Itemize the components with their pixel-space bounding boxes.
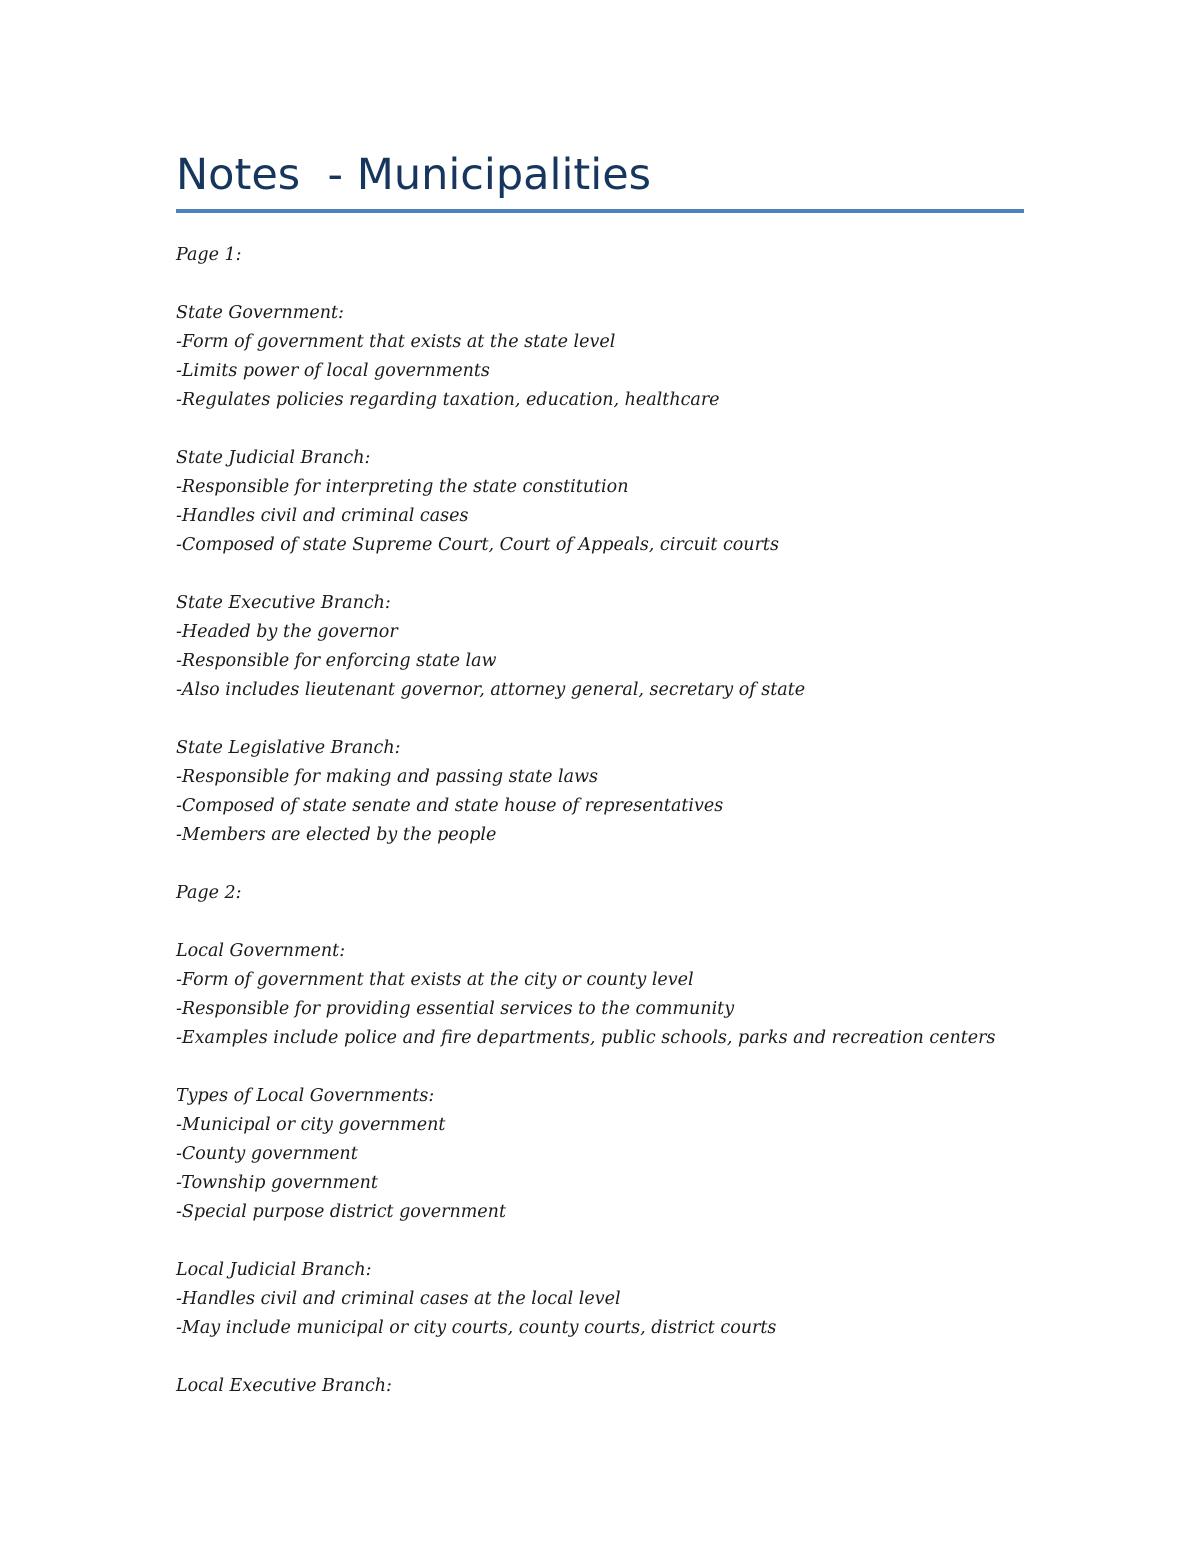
page-2-label: Page 2:: [176, 883, 242, 903]
bullet-item: -Form of government that exists at the state level: [176, 332, 616, 352]
bullet-item: -Responsible for enforcing state law: [176, 651, 497, 671]
blank-line: [176, 908, 1036, 937]
document-body: [176, 241, 1036, 1401]
blank-line: [176, 415, 1036, 444]
title-underline: [176, 209, 1024, 213]
blank-line: [176, 1343, 1036, 1372]
bullet-item: -Limits power of local governments: [176, 361, 490, 381]
bullet-item: -Composed of state senate and state house of representatives: [176, 796, 724, 816]
bullet-item: -Responsible for making and passing state laws: [176, 767, 599, 787]
bullet-item: -Handles civil and criminal cases: [176, 506, 469, 526]
section-heading-state-legislative: State Legislative Branch:: [176, 738, 401, 758]
blank-line: [176, 560, 1036, 589]
bullet-item: -Also includes lieutenant governor, attorney general, secretary of state: [176, 680, 806, 700]
blank-line: [176, 705, 1036, 734]
bullet-item: -Regulates policies regarding taxation, education, healthcare: [176, 390, 720, 410]
section-heading-local-government: Local Government:: [176, 941, 346, 961]
section-heading-local-executive: Local Executive Branch:: [176, 1376, 392, 1396]
bullet-item: -Municipal or city government: [176, 1115, 446, 1135]
blank-line: [176, 1053, 1036, 1082]
bullet-item: -Headed by the governor: [176, 622, 398, 642]
blank-line: [176, 850, 1036, 879]
section-heading-state-judicial: State Judicial Branch:: [176, 448, 371, 468]
bullet-item: -Form of government that exists at the city or county level: [176, 970, 694, 990]
bullet-item: -Members are elected by the people: [176, 825, 497, 845]
section-heading-local-types: Types of Local Governments:: [176, 1086, 435, 1106]
bullet-item: -Handles civil and criminal cases at the local level: [176, 1289, 621, 1309]
section-heading-state-executive: State Executive Branch:: [176, 593, 391, 613]
bullet-item: -Examples include police and fire departments, public schools, parks and recreation centers: [176, 1028, 996, 1048]
bullet-item: -County government: [176, 1144, 358, 1164]
bullet-item: -Responsible for interpreting the state constitution: [176, 477, 629, 497]
bullet-item: -Township government: [176, 1173, 378, 1193]
blank-line: [176, 270, 1036, 299]
bullet-item: -May include municipal or city courts, county courts, district courts: [176, 1318, 777, 1338]
blank-line: [176, 1227, 1036, 1256]
bullet-item: -Responsible for providing essential services to the community: [176, 999, 735, 1019]
document-title: Notes - Municipalities: [176, 150, 652, 200]
section-heading-local-judicial: Local Judicial Branch:: [176, 1260, 372, 1280]
page-1-label: Page 1:: [176, 245, 242, 265]
bullet-item: -Composed of state Supreme Court, Court of Appeals, circuit courts: [176, 535, 779, 555]
section-heading-state-government: State Government:: [176, 303, 344, 323]
bullet-item: -Special purpose district government: [176, 1202, 506, 1222]
